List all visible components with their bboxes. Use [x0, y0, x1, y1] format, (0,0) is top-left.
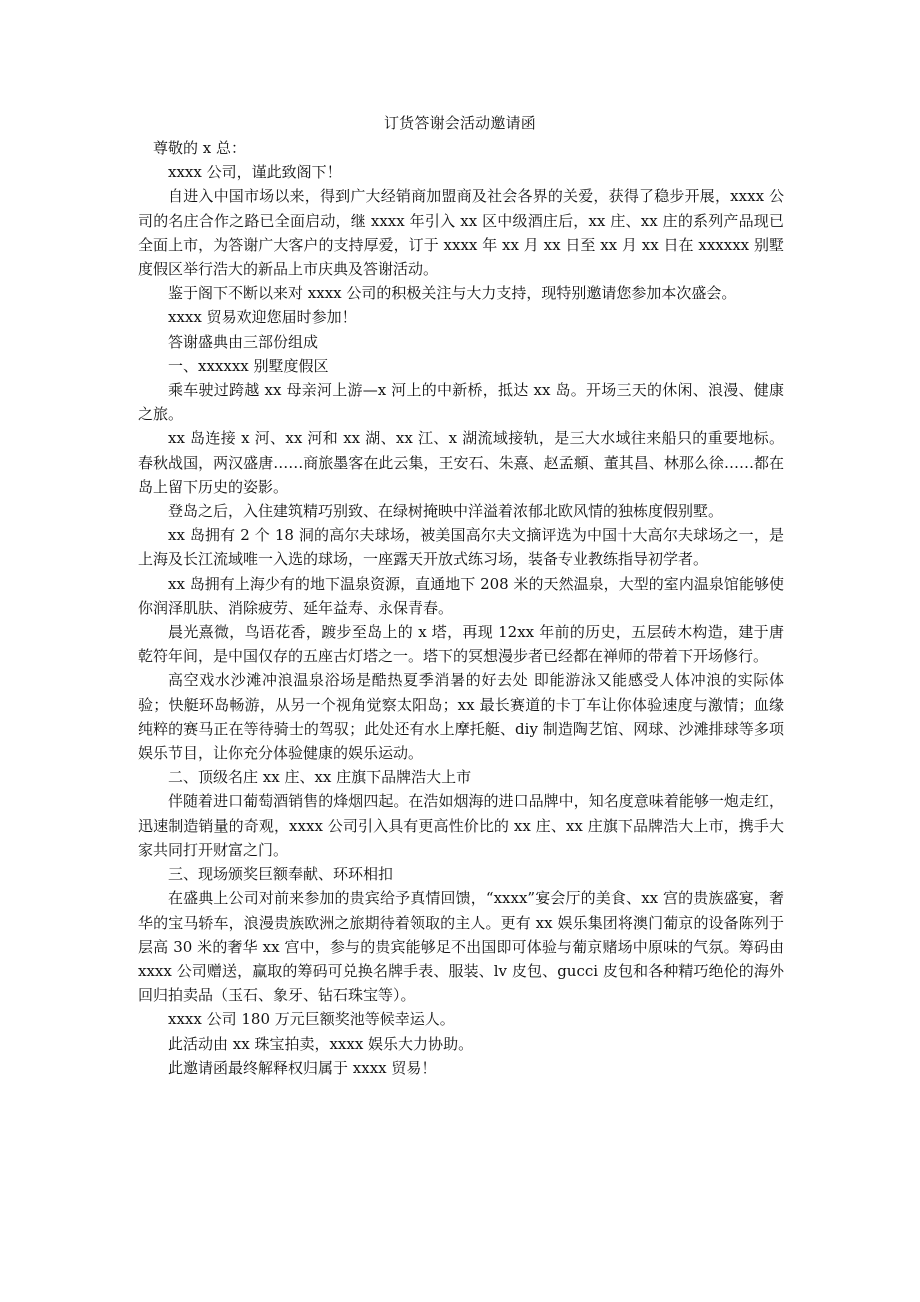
- body-paragraph: xx 岛连接 x 河、xx 河和 xx 湖、xx 江、x 湖流域接轨，是三大水域往来船只的重要地标。春秋战国，两汉盛唐……商旅墨客在此云集，王安石、朱熹、赵孟頫、董其昌、林那么徐……都在岛上留下历史的姿影。: [138, 429, 784, 496]
- body-paragraph: xxxx 贸易欢迎您届时参加！: [168, 308, 357, 327]
- body-paragraph: 在盛典上公司对前来参加的贵宾给予真情回馈，“xxxx”宴会厅的美食、xx 宫的贵族盛宴，奢华的宝马轿车，浪漫贵族欧洲之旅期待着领取的主人。更有 xx 娱乐集团将澳门葡京的设备陈列于层高 30 米的奢华 xx 宫中，参与的贵宾能够足不出国即可体验与葡京赌场中原味的气氛。筹码由 xxxx 公司赠送，赢取的筹码可兑换名牌手表、服装、lv 皮包、gucci 皮包和各种精巧绝伦的海外回归拍卖品（玉石、象牙、钻石珠宝等）。: [138, 889, 784, 1005]
- body-paragraph: 此活动由 xx 珠宝拍卖，xxxx 娱乐大力协助。: [168, 1034, 474, 1053]
- body-paragraph: 自进入中国市场以来，得到广大经销商加盟商及社会各界的关爱，获得了稳步开展，xxxx 公司的名庄合作之路已全面启动，继 xxxx 年引入 xx 区中级酒庄后，xx 庄、xx 庄的系列产品现已全面上市，为答谢广大客户的支持厚爱，订于 xxxx 年 xx 月 xx 日至 xx 月 xx 日在 xxxxxx 别墅度假区举行浩大的新品上市庆典及答谢活动。: [138, 187, 784, 279]
- salutation: 尊敬的 x 总：: [153, 139, 246, 157]
- document-body: [138, 136, 784, 1080]
- body-paragraph: xx 岛拥有 2 个 18 洞的高尔夫球场，被美国高尔夫文摘评选为中国十大高尔夫球场之一，是上海及长江流域唯一入选的球场，一座露天开放式练习场，装备专业教练指导初学者。: [138, 526, 784, 569]
- body-paragraph: 一、xxxxxx 别墅度假区: [168, 356, 329, 375]
- body-paragraph: 鉴于阁下不断以来对 xxxx 公司的积极关注与大力支持，现特别邀请您参加本次盛会。: [168, 284, 737, 303]
- body-paragraph: 高空戏水沙滩冲浪温泉浴场是酷热夏季消暑的好去处 即能游泳又能感受人体冲浪的实际体验；快艇环岛畅游，从另一个视角觉察太阳岛；xx 最长赛道的卡丁车让你体验速度与激情；血缘纯粹的赛马正在等待骑士的驾驭；此处还有水上摩托艇、diy 制造陶艺馆、网球、沙滩排球等多项娱乐节目，让你充分体验健康的娱乐运动。: [138, 671, 784, 763]
- body-paragraph: 伴随着进口葡萄酒销售的烽烟四起。在浩如烟海的进口品牌中，知名度意味着能够一炮走红，迅速制造销量的奇观，xxxx 公司引入具有更高性价比的 xx 庄、xx 庄旗下品牌浩大上市，携手大家共同打开财富之门。: [138, 792, 784, 859]
- body-paragraph: 此邀请函最终解释权归属于 xxxx 贸易！: [168, 1058, 437, 1077]
- body-paragraph: 三、现场颁奖巨额奉献、环环相扣: [168, 865, 394, 884]
- body-paragraph: xxxx 公司，谨此致阁下！: [168, 163, 342, 182]
- body-paragraph: 晨光熹微，鸟语花香，踱步至岛上的 x 塔，再现 12xx 年前的历史，五层砖木构造，建于唐乾符年间，是中国仅存的五座古灯塔之一。塔下的冥想漫步者已经都在禅师的带着下开场修行。: [138, 623, 784, 666]
- body-paragraph: xx 岛拥有上海少有的地下温泉资源，直通地下 208 米的天然温泉，大型的室内温泉馆能够使你润泽肌肤、消除疲劳、延年益寿、永保青春。: [138, 574, 784, 617]
- body-paragraph: 答谢盛典由三部份组成: [168, 332, 319, 351]
- body-paragraph: xxxx 公司 180 万元巨额奖池等候幸运人。: [168, 1010, 455, 1029]
- body-paragraph: 登岛之后，入住建筑精巧别致、在绿树掩映中洋溢着浓郁北欧风情的独栋度假别墅。: [168, 502, 724, 521]
- document-title: 订货答谢会活动邀请函: [383, 114, 536, 132]
- body-paragraph: 乘车驶过跨越 xx 母亲河上游—x 河上的中新桥，抵达 xx 岛。开场三天的休闲、浪漫、健康之旅。: [138, 381, 784, 424]
- body-paragraph: 二、顶级名庄 xx 庄、xx 庄旗下品牌浩大上市: [168, 768, 472, 787]
